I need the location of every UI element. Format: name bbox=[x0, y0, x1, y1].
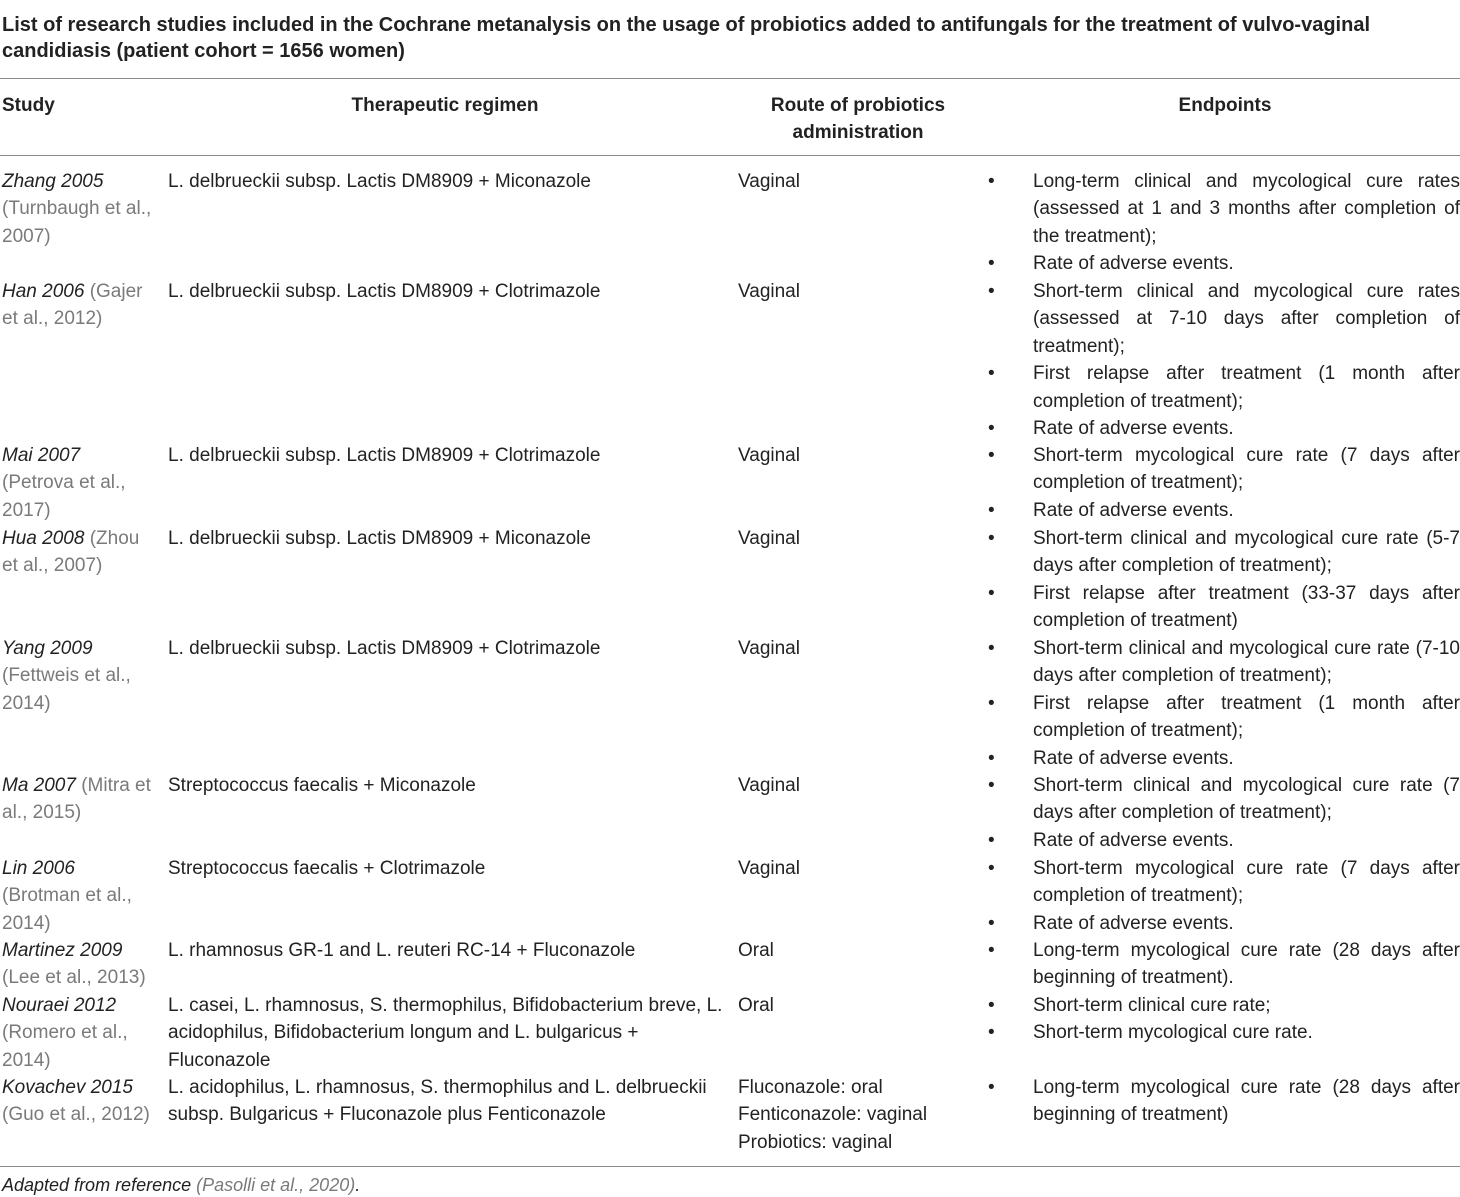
regimen-cell: L. delbrueckii subsp. Lactis DM8909 + Miconazole bbox=[168, 528, 591, 549]
bullet-icon: • bbox=[988, 1077, 995, 1098]
route-line: Vaginal bbox=[738, 171, 800, 192]
endpoint-item bbox=[988, 855, 1460, 910]
study-cell bbox=[2, 992, 152, 1074]
endpoint-text: First relapse after treatment (1 month after completion of treatment); bbox=[1033, 692, 1460, 742]
study-name: Han 2006 bbox=[2, 281, 85, 302]
endpoint-item bbox=[988, 278, 1460, 360]
bullet-icon: • bbox=[988, 747, 995, 769]
endpoint-item bbox=[988, 250, 1460, 277]
study-name: Lin 2006 bbox=[2, 858, 75, 879]
bullet-icon: • bbox=[988, 775, 995, 796]
endpoint-text: First relapse after treatment (1 month after completion of treatment); bbox=[1033, 363, 1460, 412]
route-cell bbox=[738, 278, 978, 305]
route-cell bbox=[738, 168, 978, 195]
bullet-icon: • bbox=[988, 638, 995, 659]
route-cell bbox=[738, 992, 978, 1019]
endpoint-text: Rate of adverse events. bbox=[1033, 912, 1234, 934]
endpoint-text: Long-term mycological cure rate (28 days after beginning of treatment) bbox=[1033, 1077, 1460, 1126]
regimen-cell: L. acidophilus, L. rhamnosus, S. thermophilus and L. delbrueckii subsp. Bulgaricus + Fluconazole plus Fenticonazole bbox=[168, 1077, 707, 1126]
endpoints-cell bbox=[988, 992, 1460, 1047]
endpoint-item bbox=[988, 937, 1460, 992]
endpoint-text: Short-term clinical and mycological cure rate (5-7 days after completion of treatment); bbox=[1033, 528, 1460, 577]
endpoint-item bbox=[988, 497, 1460, 524]
study-name: Nouraei 2012 bbox=[2, 995, 117, 1016]
bullet-icon: • bbox=[988, 418, 995, 440]
regimen-cell: L. delbrueckii subsp. Lactis DM8909 + Clotrimazole bbox=[168, 445, 601, 466]
endpoint-text: First relapse after treatment (33-37 days after completion of treatment) bbox=[1033, 582, 1460, 632]
endpoint-item bbox=[988, 360, 1460, 415]
regimen-cell: L. rhamnosus GR-1 and L. reuteri RC-14 + Fluconazole bbox=[168, 940, 636, 961]
route-cell bbox=[738, 937, 978, 964]
endpoint-item bbox=[988, 992, 1460, 1019]
endpoint-text: Rate of adverse events. bbox=[1033, 418, 1234, 440]
endpoint-item bbox=[988, 525, 1460, 580]
study-name: Hua 2008 bbox=[2, 528, 85, 549]
endpoints-cell bbox=[988, 525, 1460, 635]
endpoint-item bbox=[988, 745, 1460, 772]
study-reference: (Petrova et al., 2017) bbox=[2, 472, 126, 521]
route-cell bbox=[738, 635, 978, 662]
endpoint-text: Short-term clinical cure rate; bbox=[1033, 995, 1271, 1016]
study-reference: (Zhou et al., 2007) bbox=[2, 528, 140, 577]
header-regimen: Therapeutic regimen bbox=[351, 95, 539, 116]
bullet-icon: • bbox=[988, 829, 995, 851]
endpoints-cell bbox=[988, 635, 1460, 772]
endpoint-item bbox=[988, 580, 1460, 635]
study-cell bbox=[2, 525, 152, 580]
route-line: Oral bbox=[738, 995, 774, 1016]
bullet-icon: • bbox=[988, 363, 995, 385]
endpoints-cell bbox=[988, 1074, 1460, 1129]
route-line: Vaginal bbox=[738, 638, 800, 659]
study-reference: (Mitra et al., 2015) bbox=[2, 775, 151, 824]
bullet-icon: • bbox=[988, 253, 995, 275]
study-cell bbox=[2, 1074, 152, 1129]
endpoint-item bbox=[988, 772, 1460, 827]
route-line: Fluconazole: oral bbox=[738, 1077, 883, 1098]
regimen-cell: Streptococcus faecalis + Miconazole bbox=[168, 775, 476, 796]
header-rule bbox=[0, 155, 1460, 156]
study-name: Martinez 2009 bbox=[2, 940, 123, 961]
endpoint-text: Rate of adverse events. bbox=[1033, 499, 1234, 521]
endpoint-text: Short-term mycological cure rate (7 days after completion of treatment); bbox=[1033, 858, 1460, 907]
study-reference: (Gajer et al., 2012) bbox=[2, 281, 143, 330]
header-endpoints: Endpoints bbox=[1178, 95, 1272, 116]
endpoint-text: Long-term clinical and mycological cure rates (assessed at 1 and 3 months after completion of the treatment); bbox=[1033, 171, 1460, 247]
study-cell bbox=[2, 772, 152, 827]
regimen-cell: L. casei, L. rhamnosus, S. thermophilus, Bifidobacterium breve, L. acidophilus, Bifidobacterium longum and L. bulgaricus + Fluconazole bbox=[168, 995, 723, 1071]
endpoint-item bbox=[988, 690, 1460, 745]
regimen-cell: L. delbrueckii subsp. Lactis DM8909 + Miconazole bbox=[168, 171, 591, 192]
endpoints-cell bbox=[988, 442, 1460, 524]
regimen-cell: Streptococcus faecalis + Clotrimazole bbox=[168, 858, 486, 879]
study-cell bbox=[2, 635, 152, 717]
endpoint-item bbox=[988, 910, 1460, 937]
endpoint-text: Short-term clinical and mycological cure rates (assessed at 7-10 days after completion of treatment); bbox=[1033, 281, 1460, 357]
route-line: Probiotics: vaginal bbox=[738, 1131, 893, 1153]
bullet-icon: • bbox=[988, 171, 995, 192]
endpoint-text: Short-term clinical and mycological cure rate (7 days after completion of treatment); bbox=[1033, 775, 1460, 824]
study-reference: (Romero et al., 2014) bbox=[2, 1022, 128, 1071]
endpoint-text: Long-term mycological cure rate (28 days after beginning of treatment). bbox=[1033, 940, 1460, 989]
endpoint-item bbox=[988, 168, 1460, 250]
study-cell bbox=[2, 855, 152, 937]
study-reference: (Brotman et al., 2014) bbox=[2, 885, 132, 934]
bullet-icon: • bbox=[988, 582, 995, 604]
study-cell bbox=[2, 278, 152, 333]
endpoint-text: Short-term clinical and mycological cure rate (7-10 days after completion of treatment); bbox=[1033, 638, 1460, 687]
footnote-text: Adapted from reference bbox=[2, 1175, 192, 1195]
bullet-icon: • bbox=[988, 940, 995, 961]
bullet-icon: • bbox=[988, 995, 995, 1016]
study-reference: (Lee et al., 2013) bbox=[2, 967, 146, 989]
study-reference: (Turnbaugh et al., 2007) bbox=[2, 198, 152, 247]
endpoints-cell bbox=[988, 168, 1460, 278]
route-line: Vaginal bbox=[738, 445, 800, 466]
study-cell bbox=[2, 442, 152, 524]
table-caption: List of research studies included in the Cochrane metanalysis on the usage of probiotics added to antifungals for the treatment of vulvo-vaginal candidiasis (patient cohort = 1656 women) bbox=[2, 14, 1371, 62]
route-cell bbox=[738, 442, 978, 469]
endpoint-text: Rate of adverse events. bbox=[1033, 747, 1234, 769]
route-line: Vaginal bbox=[738, 528, 800, 549]
bullet-icon: • bbox=[988, 858, 995, 879]
study-name: Yang 2009 bbox=[2, 638, 93, 659]
endpoints-cell bbox=[988, 278, 1460, 442]
route-cell bbox=[738, 525, 978, 552]
route-cell bbox=[738, 772, 978, 799]
bullet-icon: • bbox=[988, 692, 995, 714]
study-name: Zhang 2005 bbox=[2, 171, 104, 192]
bullet-icon: • bbox=[988, 528, 995, 549]
route-line: Fenticonazole: vaginal bbox=[738, 1104, 928, 1126]
footnote-period: . bbox=[355, 1175, 361, 1195]
endpoint-text: Rate of adverse events. bbox=[1033, 829, 1234, 851]
endpoint-text: Rate of adverse events. bbox=[1033, 253, 1234, 275]
bullet-icon: • bbox=[988, 499, 995, 521]
endpoints-cell bbox=[988, 772, 1460, 854]
bullet-icon: • bbox=[988, 1022, 995, 1044]
study-name: Ma 2007 bbox=[2, 775, 76, 796]
endpoint-item bbox=[988, 635, 1460, 690]
study-cell bbox=[2, 937, 152, 992]
study-name: Mai 2007 bbox=[2, 445, 81, 466]
route-line: Vaginal bbox=[738, 281, 800, 302]
regimen-cell: L. delbrueckii subsp. Lactis DM8909 + Clotrimazole bbox=[168, 281, 601, 302]
endpoint-item bbox=[988, 1019, 1460, 1046]
endpoints-cell bbox=[988, 937, 1460, 992]
study-reference: (Guo et al., 2012) bbox=[2, 1104, 150, 1126]
header-study: Study bbox=[2, 95, 55, 116]
route-cell bbox=[738, 855, 978, 882]
route-line: Oral bbox=[738, 940, 774, 961]
study-name: Kovachev 2015 bbox=[2, 1077, 133, 1098]
endpoint-text: Short-term mycological cure rate (7 days after completion of treatment); bbox=[1033, 445, 1460, 494]
endpoint-item bbox=[988, 415, 1460, 442]
bullet-icon: • bbox=[988, 445, 995, 466]
header-route: Route of probiotics administration bbox=[770, 95, 946, 143]
footnote-reference: (Pasolli et al., 2020) bbox=[196, 1175, 356, 1195]
table-bottom-rule bbox=[0, 1166, 1460, 1167]
endpoint-item bbox=[988, 827, 1460, 854]
study-reference: (Fettweis et al., 2014) bbox=[2, 665, 131, 714]
endpoints-cell bbox=[988, 855, 1460, 937]
table-top-rule bbox=[0, 78, 1460, 79]
endpoint-item bbox=[988, 442, 1460, 497]
endpoint-item bbox=[988, 1074, 1460, 1129]
route-cell bbox=[738, 1074, 978, 1156]
table-footnote bbox=[2, 1173, 360, 1197]
endpoint-text: Short-term mycological cure rate. bbox=[1033, 1022, 1313, 1044]
bullet-icon: • bbox=[988, 912, 995, 934]
bullet-icon: • bbox=[988, 281, 995, 302]
regimen-cell: L. delbrueckii subsp. Lactis DM8909 + Clotrimazole bbox=[168, 638, 601, 659]
route-line: Vaginal bbox=[738, 858, 800, 879]
route-line: Vaginal bbox=[738, 775, 800, 796]
study-cell bbox=[2, 168, 152, 250]
